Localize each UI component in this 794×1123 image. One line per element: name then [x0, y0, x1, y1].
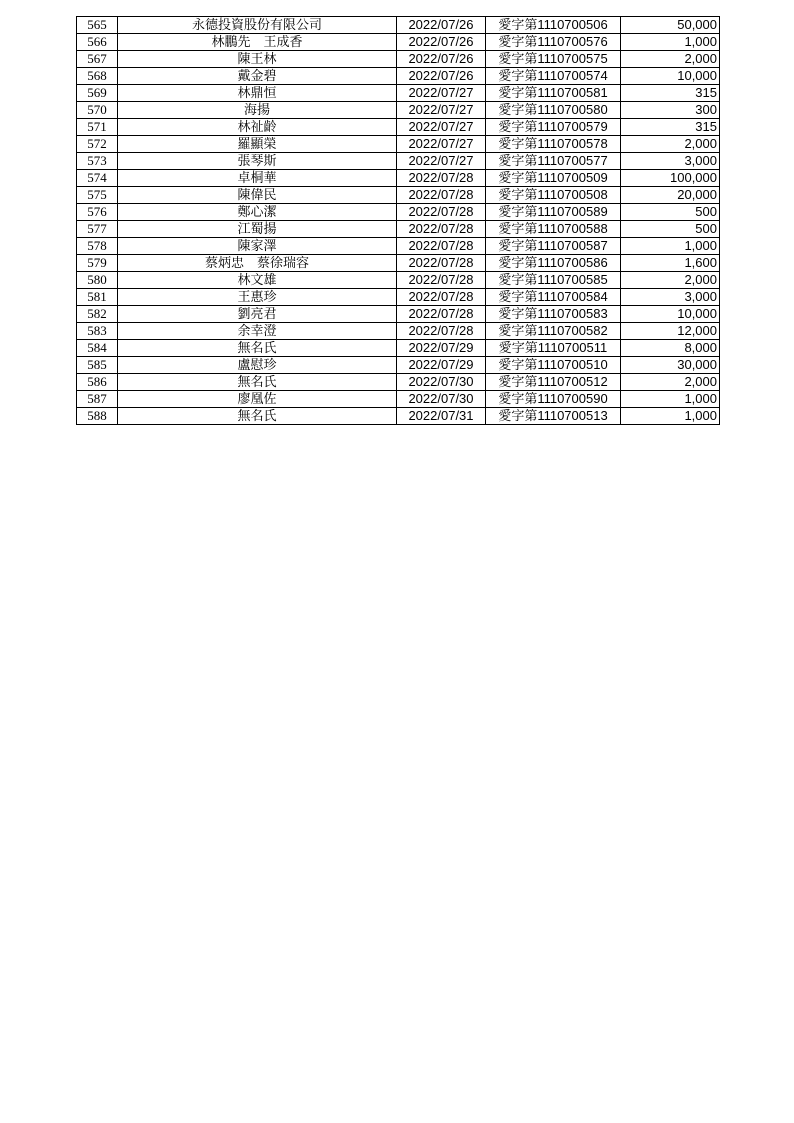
donor-name: 余幸澄 [118, 323, 397, 340]
donation-date: 2022/07/28 [397, 238, 486, 255]
table-row [77, 408, 720, 425]
donation-amount: 2,000 [621, 51, 720, 68]
donation-date: 2022/07/27 [397, 102, 486, 119]
donation-table [76, 16, 720, 425]
donation-amount: 500 [621, 204, 720, 221]
donor-name: 盧慰珍 [118, 357, 397, 374]
donor-name: 陳家澤 [118, 238, 397, 255]
receipt-number: 愛字第1110700588 [486, 221, 621, 238]
row-number: 587 [77, 391, 118, 408]
donor-name: 海揚 [118, 102, 397, 119]
table-row [77, 391, 720, 408]
donor-name: 戴金碧 [118, 68, 397, 85]
receipt-number: 愛字第1110700583 [486, 306, 621, 323]
table-row [77, 187, 720, 204]
donor-name: 林祉齡 [118, 119, 397, 136]
receipt-number: 愛字第1110700511 [486, 340, 621, 357]
donation-amount: 1,600 [621, 255, 720, 272]
donation-date: 2022/07/26 [397, 68, 486, 85]
table-row [77, 357, 720, 374]
receipt-number: 愛字第1110700586 [486, 255, 621, 272]
donation-amount: 500 [621, 221, 720, 238]
receipt-number: 愛字第1110700579 [486, 119, 621, 136]
donation-date: 2022/07/27 [397, 153, 486, 170]
donor-name: 無名氏 [118, 408, 397, 425]
table-row [77, 306, 720, 323]
donation-amount: 10,000 [621, 68, 720, 85]
donation-amount: 2,000 [621, 136, 720, 153]
donation-amount: 100,000 [621, 170, 720, 187]
table-row [77, 221, 720, 238]
donor-name: 陳王林 [118, 51, 397, 68]
row-number: 570 [77, 102, 118, 119]
receipt-number: 愛字第1110700575 [486, 51, 621, 68]
row-number: 588 [77, 408, 118, 425]
donation-date: 2022/07/30 [397, 391, 486, 408]
receipt-number: 愛字第1110700587 [486, 238, 621, 255]
row-number: 566 [77, 34, 118, 51]
donation-amount: 50,000 [621, 17, 720, 34]
row-number: 579 [77, 255, 118, 272]
table-row [77, 17, 720, 34]
row-number: 572 [77, 136, 118, 153]
donation-date: 2022/07/28 [397, 204, 486, 221]
donation-date: 2022/07/28 [397, 289, 486, 306]
donation-date: 2022/07/28 [397, 255, 486, 272]
donor-name: 廖凰佐 [118, 391, 397, 408]
row-number: 574 [77, 170, 118, 187]
donation-amount: 10,000 [621, 306, 720, 323]
table-row [77, 34, 720, 51]
receipt-number: 愛字第1110700577 [486, 153, 621, 170]
row-number: 569 [77, 85, 118, 102]
receipt-number: 愛字第1110700585 [486, 272, 621, 289]
donation-amount: 315 [621, 85, 720, 102]
table-row [77, 289, 720, 306]
row-number: 581 [77, 289, 118, 306]
donor-name: 陳偉民 [118, 187, 397, 204]
donation-date: 2022/07/28 [397, 306, 486, 323]
donor-name: 林鵬先 王成香 [118, 34, 397, 51]
donor-name: 王惠珍 [118, 289, 397, 306]
donor-name: 林文雄 [118, 272, 397, 289]
donation-amount: 1,000 [621, 391, 720, 408]
row-number: 573 [77, 153, 118, 170]
donor-name: 無名氏 [118, 374, 397, 391]
donation-date: 2022/07/30 [397, 374, 486, 391]
donor-name: 劉亮君 [118, 306, 397, 323]
donation-date: 2022/07/26 [397, 51, 486, 68]
donation-amount: 1,000 [621, 238, 720, 255]
table-row [77, 255, 720, 272]
donation-date: 2022/07/31 [397, 408, 486, 425]
donation-date: 2022/07/28 [397, 221, 486, 238]
row-number: 578 [77, 238, 118, 255]
donor-name: 蔡炳忠 蔡徐瑞容 [118, 255, 397, 272]
donor-name: 鄭心潔 [118, 204, 397, 221]
row-number: 577 [77, 221, 118, 238]
donation-amount: 315 [621, 119, 720, 136]
donation-date: 2022/07/27 [397, 119, 486, 136]
table-row [77, 51, 720, 68]
row-number: 586 [77, 374, 118, 391]
donation-date: 2022/07/27 [397, 136, 486, 153]
receipt-number: 愛字第1110700510 [486, 357, 621, 374]
donation-amount: 30,000 [621, 357, 720, 374]
donation-amount: 8,000 [621, 340, 720, 357]
donation-amount: 1,000 [621, 408, 720, 425]
table-row [77, 119, 720, 136]
receipt-number: 愛字第1110700580 [486, 102, 621, 119]
donor-name: 羅顯榮 [118, 136, 397, 153]
donation-date: 2022/07/26 [397, 17, 486, 34]
table-row [77, 272, 720, 289]
row-number: 565 [77, 17, 118, 34]
table-row [77, 204, 720, 221]
receipt-number: 愛字第1110700589 [486, 204, 621, 221]
donor-name: 江蜀揚 [118, 221, 397, 238]
donor-name: 張琴斯 [118, 153, 397, 170]
row-number: 575 [77, 187, 118, 204]
table-row [77, 374, 720, 391]
receipt-number: 愛字第1110700513 [486, 408, 621, 425]
row-number: 580 [77, 272, 118, 289]
receipt-number: 愛字第1110700590 [486, 391, 621, 408]
table-row [77, 102, 720, 119]
row-number: 567 [77, 51, 118, 68]
row-number: 584 [77, 340, 118, 357]
donation-date: 2022/07/28 [397, 187, 486, 204]
receipt-number: 愛字第1110700509 [486, 170, 621, 187]
receipt-number: 愛字第1110700576 [486, 34, 621, 51]
table-row [77, 238, 720, 255]
donor-name: 永德投資股份有限公司 [118, 17, 397, 34]
row-number: 571 [77, 119, 118, 136]
donation-amount: 2,000 [621, 374, 720, 391]
donation-amount: 3,000 [621, 153, 720, 170]
donor-name: 卓桐華 [118, 170, 397, 187]
donation-amount: 1,000 [621, 34, 720, 51]
donation-date: 2022/07/27 [397, 85, 486, 102]
table-row [77, 68, 720, 85]
donor-name: 林鼎恒 [118, 85, 397, 102]
table-row [77, 170, 720, 187]
donation-amount: 12,000 [621, 323, 720, 340]
table-row [77, 85, 720, 102]
donation-date: 2022/07/29 [397, 340, 486, 357]
donation-date: 2022/07/29 [397, 357, 486, 374]
row-number: 583 [77, 323, 118, 340]
donor-name: 無名氏 [118, 340, 397, 357]
row-number: 568 [77, 68, 118, 85]
table-row [77, 136, 720, 153]
donation-date: 2022/07/26 [397, 34, 486, 51]
receipt-number: 愛字第1110700578 [486, 136, 621, 153]
donation-amount: 20,000 [621, 187, 720, 204]
row-number: 576 [77, 204, 118, 221]
receipt-number: 愛字第1110700512 [486, 374, 621, 391]
receipt-number: 愛字第1110700574 [486, 68, 621, 85]
donation-date: 2022/07/28 [397, 272, 486, 289]
row-number: 585 [77, 357, 118, 374]
receipt-number: 愛字第1110700581 [486, 85, 621, 102]
row-number: 582 [77, 306, 118, 323]
donation-amount: 300 [621, 102, 720, 119]
table-row [77, 340, 720, 357]
table-row [77, 323, 720, 340]
donation-date: 2022/07/28 [397, 323, 486, 340]
donation-date: 2022/07/28 [397, 170, 486, 187]
receipt-number: 愛字第1110700584 [486, 289, 621, 306]
table-row [77, 153, 720, 170]
donation-amount: 2,000 [621, 272, 720, 289]
receipt-number: 愛字第1110700508 [486, 187, 621, 204]
donation-amount: 3,000 [621, 289, 720, 306]
donation-table-body [77, 17, 720, 425]
receipt-number: 愛字第1110700506 [486, 17, 621, 34]
receipt-number: 愛字第1110700582 [486, 323, 621, 340]
